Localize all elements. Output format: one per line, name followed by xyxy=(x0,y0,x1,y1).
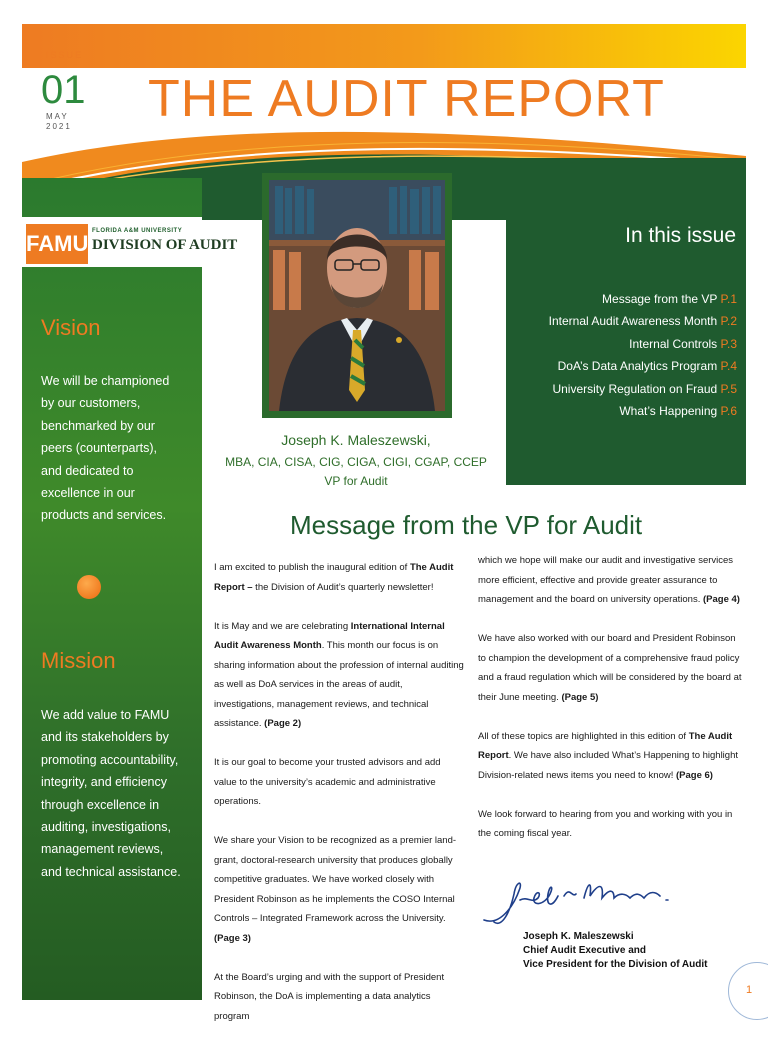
famu-logo-mark: FAMU xyxy=(26,224,88,264)
toc-item[interactable] xyxy=(506,310,737,332)
toc-item-page: P.3 xyxy=(720,336,737,351)
toc-item[interactable] xyxy=(506,378,737,400)
logo-university-text: FLORIDA A&M UNIVERSITY xyxy=(92,228,183,234)
issue-label: ISSUE xyxy=(46,50,84,60)
vp-name: Joseph K. Maleszewski, xyxy=(281,432,431,448)
page-number: 1 xyxy=(746,984,753,996)
toc-item-label: DoA’s Data Analytics Program xyxy=(557,359,721,374)
toc-item[interactable] xyxy=(506,400,737,422)
toc-item-page: P.4 xyxy=(720,359,737,374)
message-paragraph: At the Board’s urging and with the support of President Robinson, the DoA is implementing a data analytics program xyxy=(214,971,445,1022)
message-heading: Message from the VP for Audit xyxy=(290,510,643,540)
signature-name: Joseph K. Maleszewski xyxy=(523,931,634,942)
message-paragraph: I am excited to publish the inaugural edition of The Audit Report – the Division of Audit’s quarterly newsletter! xyxy=(214,562,454,593)
vp-title: VP for Audit xyxy=(324,474,388,488)
message-paragraph: We share your Vision to be recognized as a premier land-grant, doctoral-research university that produces globally competitive graduates. We have worked closely with President Robinson as he implements the COSO Internal Controls – Integrated Framework across the University. (Page 3) xyxy=(214,835,457,944)
decorative-dot xyxy=(77,575,101,599)
vp-credentials: MBA, CIA, CISA, CIG, CIGA, CIGI, CGAP, CCEP xyxy=(225,455,487,469)
handwritten-signature xyxy=(480,876,690,932)
toc-item[interactable] xyxy=(506,333,737,355)
message-column-left xyxy=(214,558,464,1046)
toc-item-label: Internal Controls xyxy=(629,336,721,351)
in-this-issue-heading: In this issue xyxy=(625,224,736,247)
toc-item-page: P.5 xyxy=(720,381,737,396)
message-paragraph: We have also worked with our board and President Robinson to champion the development of a comprehensive fraud policy and a fraud regulation which will be considered by the board at their June meeting. (Page 5) xyxy=(478,633,742,703)
toc-item-page: P.6 xyxy=(720,404,737,419)
message-paragraph: which we hope will make our audit and investigative services more efficient, effective and provide greater assurance to management and the board on university operations. (Page 4) xyxy=(478,555,740,605)
vision-text: We will be championed by our customers, benchmarked by our peers (counterparts), and dedicated to excellence in our products and services. xyxy=(41,374,170,523)
toc-list xyxy=(506,288,737,422)
message-paragraph: All of these topics are highlighted in this edition of The Audit Report. We have also included What’s Happening to highlight Division-related news items you need to know! (Page 6) xyxy=(478,730,739,781)
toc-item-label: Internal Audit Awareness Month xyxy=(548,314,721,329)
vp-portrait xyxy=(269,180,445,411)
report-title: THE AUDIT REPORT xyxy=(148,70,665,128)
toc-item[interactable] xyxy=(506,288,737,310)
toc-item-label: University Regulation on Fraud xyxy=(552,381,721,396)
issue-year: 2021 xyxy=(46,122,72,131)
toc-item[interactable] xyxy=(506,355,737,377)
mission-heading: Mission xyxy=(41,648,116,673)
logo-division-text: DIVISION OF AUDIT xyxy=(92,237,238,253)
message-paragraph: We look forward to hearing from you and working with you in the coming fiscal year. xyxy=(478,808,733,839)
mission-text: We add value to FAMU and its stakeholders by promoting accountability, integrity, and efficiency through excellence in auditing, investigations, management reviews, and technical assistance. xyxy=(41,708,181,879)
message-column-right xyxy=(478,551,744,863)
issue-month: MAY xyxy=(46,112,69,121)
vision-heading: Vision xyxy=(41,315,101,340)
toc-item-page: P.2 xyxy=(720,314,737,329)
toc-item-label: Message from the VP xyxy=(602,292,721,306)
message-paragraph: It is May and we are celebrating International Internal Audit Awareness Month. This month our focus is on sharing information about the profession of internal auditing as well as DoA services in the areas of audit, investigations, management reviews, and technical assistance. (Page 2) xyxy=(214,620,464,729)
message-paragraph: It is our goal to become your trusted advisors and add value to the university’s academic and administrative operations. xyxy=(214,757,441,807)
issue-number: 01 xyxy=(41,68,86,112)
signature-title-line1: Chief Audit Executive and xyxy=(523,945,646,956)
toc-item-label: What’s Happening xyxy=(619,404,721,419)
toc-item-page: P.1 xyxy=(720,292,737,306)
header-bar xyxy=(22,24,746,68)
signature-title-line2: Vice President for the Division of Audit xyxy=(523,959,708,970)
